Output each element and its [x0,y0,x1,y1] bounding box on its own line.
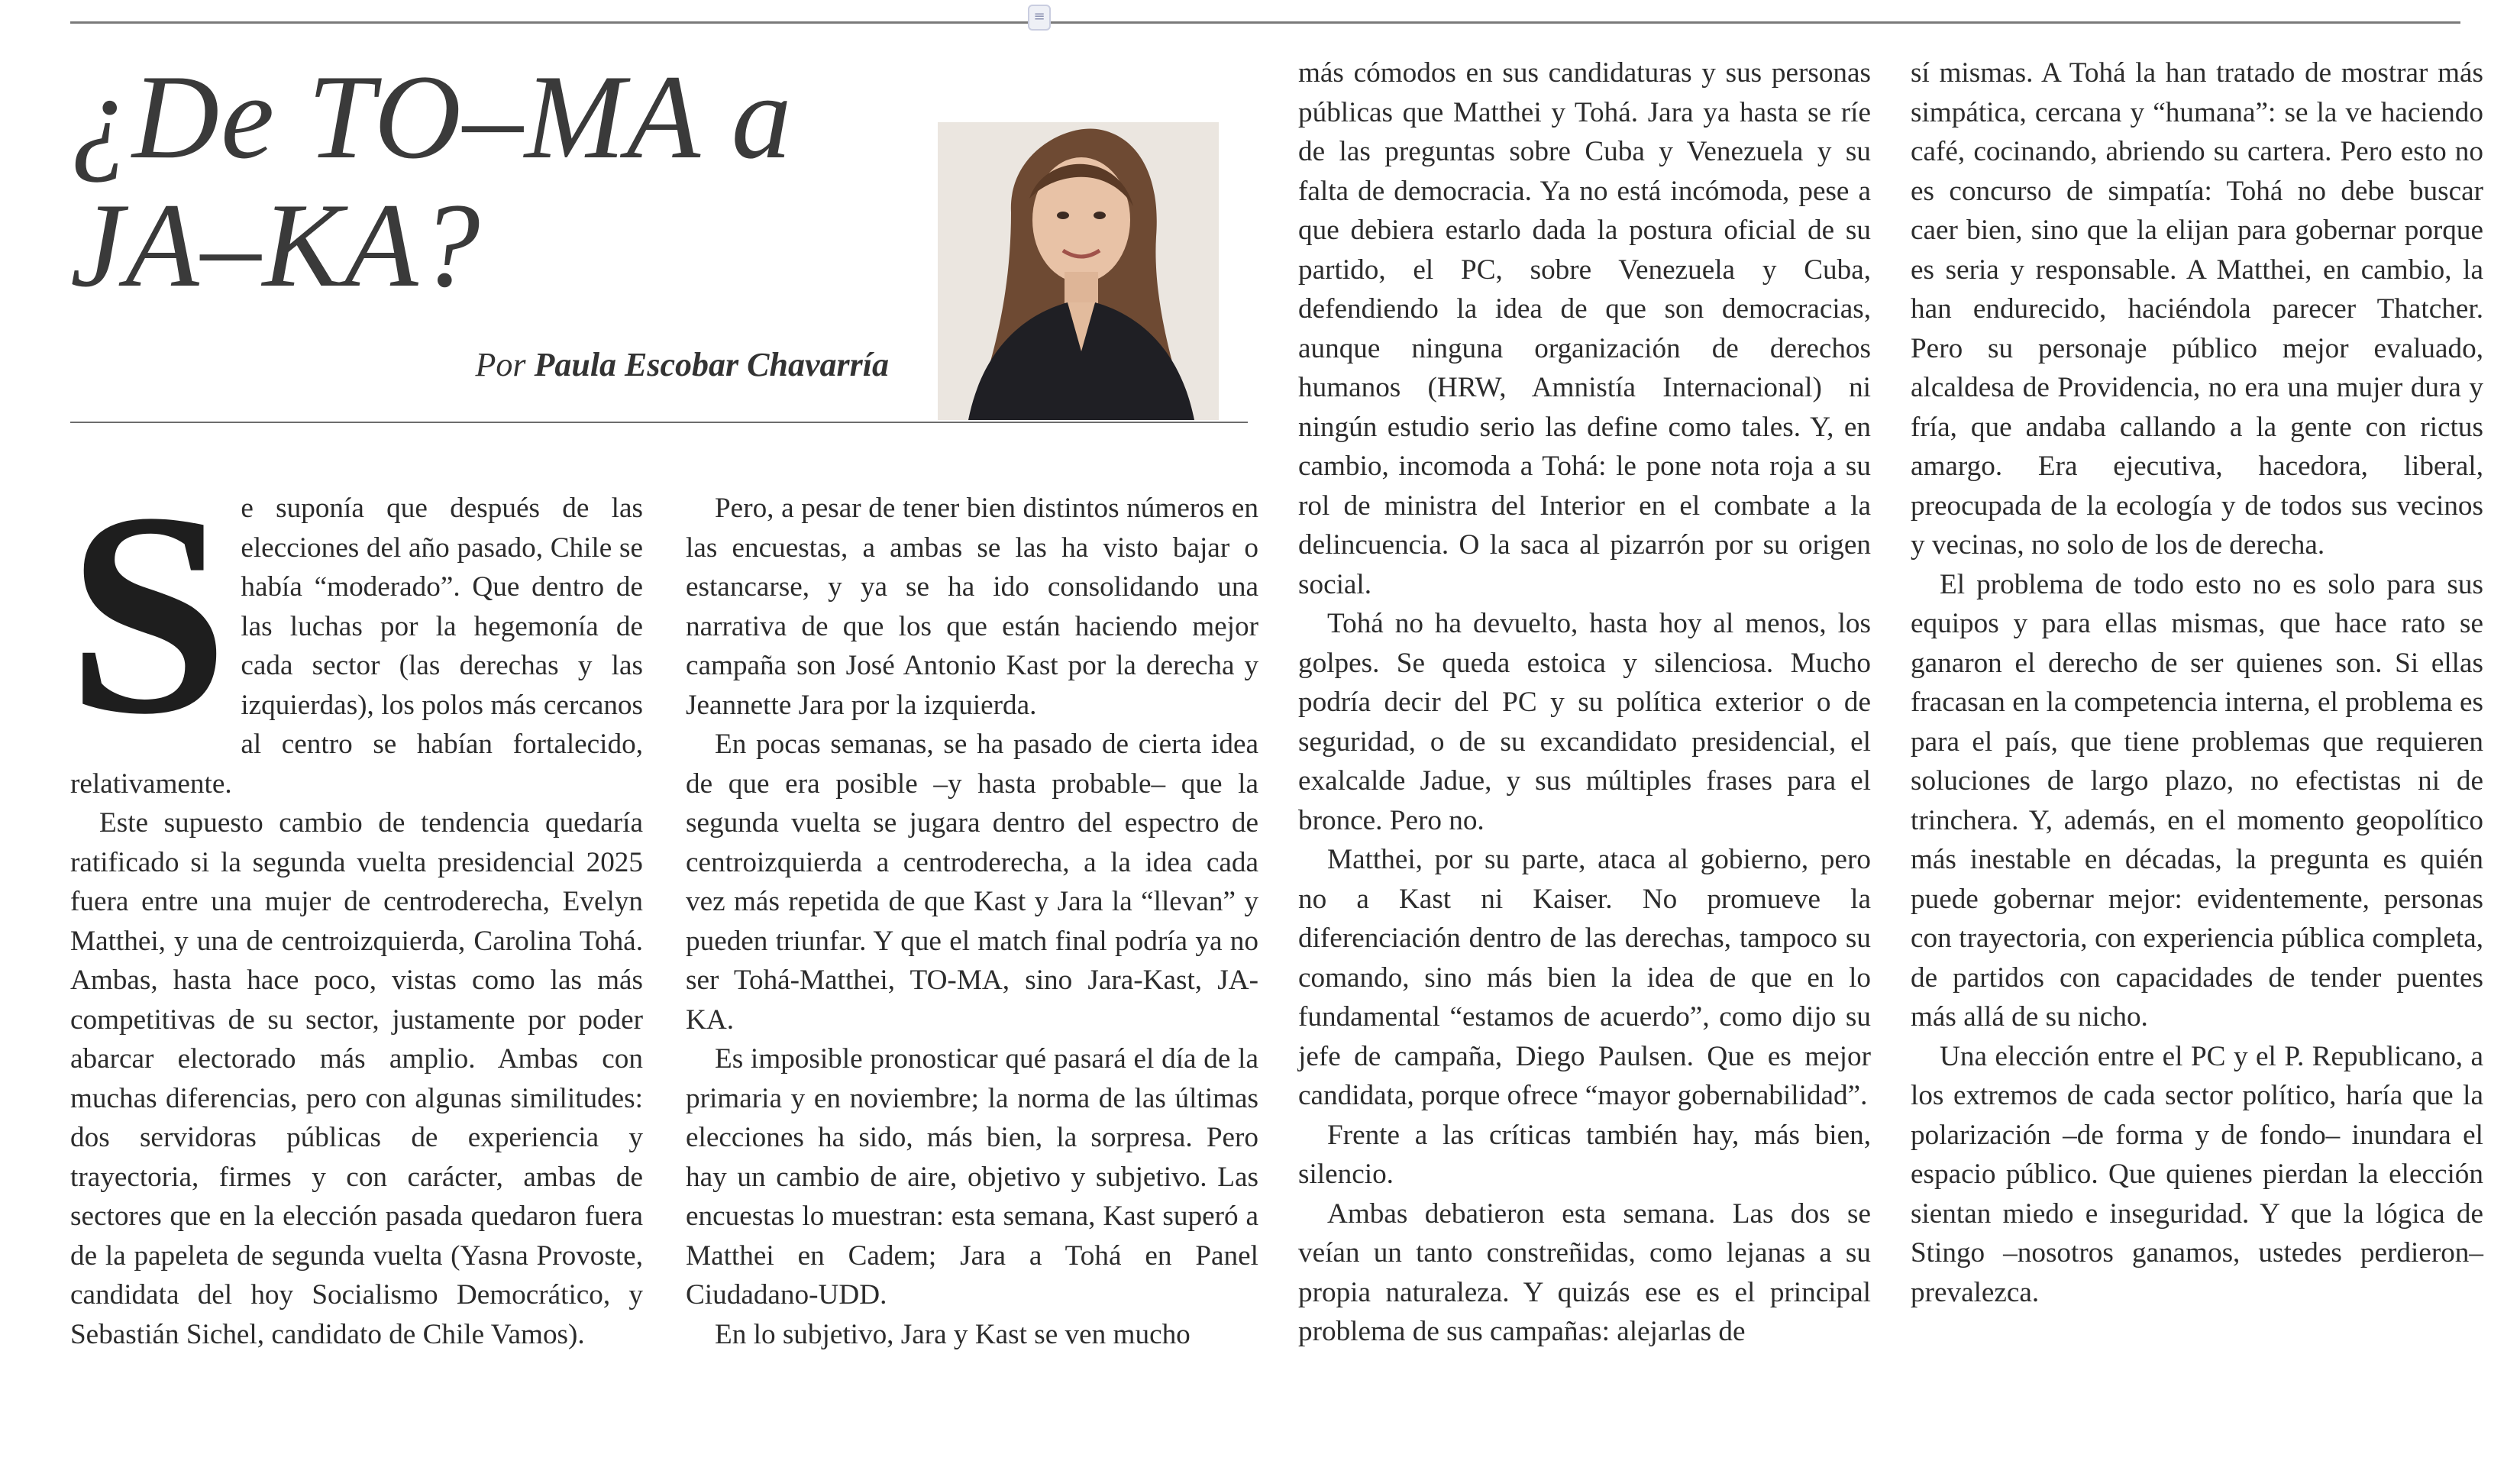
author-portrait-illustration [938,122,1219,420]
paragraph: Ambas debatieron esta semana. Las dos se veían un tanto constreñidas, como lejanas a su propia naturaleza. Y quizás ese es el principal problema de sus campañas: alejarlas de [1298,1197,1871,1347]
paragraph: Una elección entre el PC y el P. Republicano, a los extremos de cada sector político, haría que la polarización –de forma y de fondo– inundara el espacio público. Que quienes pierdan la elección sientan miedo e inseguridad. Y que la lógica de Stingo –nosotros ganamos, ustedes perdieron– prevalezca. [1911,1040,2483,1308]
author-photo [938,122,1219,420]
top-rule [70,21,2460,24]
header-rule [70,422,1248,423]
paragraph: En lo subjetivo, Jara y Kast se ven mucho [715,1318,1191,1350]
paragraph: Tohá no ha devuelto, hasta hoy al menos, los golpes. Se queda estoica y silenciosa. Mucho podría decir del PC y su política exterior o de seguridad, o de su excandidato presidencial, el exalcalde Jadue, y sus múltiples frases para el bronce. Pero no. [1298,608,1871,836]
drop-cap: S [67,453,229,774]
paragraph: Matthei, por su parte, ataca al gobierno, pero no a Kast ni Kaiser. No promueve la diferenciación dentro de las derechas, tampoco su comando, sino más bien la idea de que en lo fundamental “estamos de acuerdo”, como dijo su jefe de campaña, Diego Paulsen. Que es mejor candidata, porque ofrece “mayor gobernabilidad”. [1298,844,1871,1111]
note-icon[interactable]: ≡ [1028,5,1051,31]
byline-prefix: Por [475,346,535,383]
headline [70,50,948,312]
paragraph [67,453,643,803]
paragraph: sí mismas. A Tohá la han tratado de mostrar más simpática, cercana y “humana”: se la ve haciendo café, cocinando, abriendo su cartera. Pero esto no es concurso de simpatía: Tohá no debe buscar caer bien, sino que la elijan para gobernar porque es seria y responsable. A Matthei, en cambio, la han endurecido, haciéndola parecer Thatcher. Pero su personaje público mejor evaluado, alcaldesa de Providencia, no era una mujer dura y fría, que andaba callando a la gente con rictus amargo. Era ejecutiva, hacedora, liberal, preocupada de la ecología y de todos sus vecinos y vecinas, no solo de los de derecha. [1911,57,2483,561]
article-column-3 [1298,53,1871,1352]
paragraph: Frente a las críticas también hay, más bien, silencio. [1298,1119,1871,1190]
paragraph: El problema de todo esto no es solo para sus equipos y para ellas mismas, que hace rato se ganaron el derecho de ser quienes son. Si ellas fracasan en la competencia interna, el problema es para el país, que tiene problemas que requieren soluciones de largo plazo, no efectistas ni de trinchera. Y, además, en el momento geopolítico más inestable en décadas, la pregunta es quién puede gobernar mejor: evidentemente, personas con trayectoria, con experiencia pública completa, de partidos con capacidades de tender puentes más allá de su nicho. [1911,568,2483,1033]
byline [475,345,889,384]
paragraph: Pero, a pesar de tener bien distintos números en las encuestas, a ambas se las ha visto bajar o estancarse, y ya se ha ido consolidando una narrativa de que los que están haciendo mejor campaña son José Antonio Kast por la derecha y Jeannette Jara por la izquierda. [686,493,1258,721]
article-column-4 [1911,53,2483,1312]
article-column-1 [67,453,643,1354]
paragraph: En pocas semanas, se ha pasado de cierta idea de que era posible –y hasta probable– que la segunda vuelta se jugara dentro del espectro de centroizquierda a centroderecha, a la idea cada vez más repetida de que Kast y Jara la “llevan” y pueden triunfar. Y que el match final podría ya no ser Tohá-Matthei, TO-MA, sino Jara-Kast, JA-KA. [686,729,1258,1036]
article-column-2 [686,489,1258,1354]
paragraph: más cómodos en sus candidaturas y sus personas públicas que Matthei y Tohá. Jara ya hasta se ríe de las preguntas sobre Cuba y Venezuela y su falta de democracia. Ya no está incómoda, pese a que debiera estarlo dada la postura oficial de su partido, el PC, sobre Venezuela y Cuba, defendiendo la idea de que son democracias, aunque ninguna organización de derechos humanos (HRW, Amnistía Internacional) ni ningún estudio serio las define como tales. Y, en cambio, incomoda a Tohá: le pone nota roja a su rol de ministra del Interior en el combate a la delincuencia. O la saca al pizarrón por su origen social. [1298,57,1871,600]
byline-author-name: Paula Escobar Chavarría [534,346,889,383]
headline-line-2: JA–KA? [70,179,482,312]
paragraph: Es imposible pronosticar qué pasará el día de la primaria y en noviembre; la norma de las últimas elecciones ha sido, más bien, la sorpresa. Pero hay un cambio de aire, objetivo y subjetivo. Las encuestas lo muestran: esta semana, Kast superó a Matthei en Cadem; Jara a Tohá en Panel Ciudadano-UDD. [686,1043,1258,1311]
headline-line-1: ¿De TO–MA a [70,50,793,184]
paragraph: Este supuesto cambio de tendencia quedaría ratificado si la segunda vuelta presidencial 2025 fuera entre una mujer de centroderecha, Evelyn Matthei, y una de centroizquierda, Carolina Tohá. Ambas, hasta hace poco, vistas como las más competitivas de su sector, justamente por poder abarcar electorado más amplio. Ambas con muchas diferencias, pero con algunas similitudes: dos servidoras públicas de experiencia y trayectoria, firmes y con carácter, ambas de sectores que en la elección pasada quedaron fuera de la papeleta de segunda vuelta (Yasna Provoste, candidata del hoy Socialismo Democrático, y Sebastián Sichel, candidato de Chile Vamos). [70,807,643,1350]
paragraph-text: e suponía que después de las elecciones del año pasado, Chile se había “moderado”. Que dentro de las luchas por la hegemonía de cada sector (las derechas y las izquierdas), los polos más cercanos al centro se habían fortalecido, relativamente. [70,493,643,800]
